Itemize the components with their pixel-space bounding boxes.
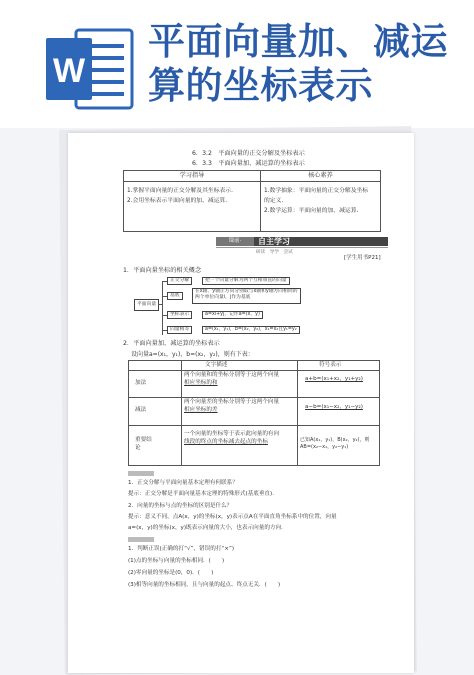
- guide-header-right: 核心素养: [261, 171, 380, 182]
- exercise-line: (1)点的坐标与向量的坐标相同．( ): [128, 558, 225, 564]
- ops-row-desc: [129, 372, 279, 387]
- ops-header-symbol: 符号表示: [319, 362, 342, 368]
- practice-tag: [128, 537, 154, 542]
- study-guide-table: [123, 170, 381, 232]
- operations-table: [128, 360, 380, 466]
- heading-concepts: 1．平面向量坐标的相关概念: [123, 267, 202, 274]
- self-study-subtitle: 研读 导学 尝试: [256, 250, 293, 255]
- thinking-tag: [128, 471, 154, 476]
- exercise-line: (3)相等向量的坐标相同，且与向量的起点、终点无关．( ): [128, 582, 281, 588]
- diagram-root: 平面向量: [134, 299, 159, 311]
- header-banner: [0, 0, 474, 128]
- guide-right-line: 的定义.: [264, 198, 284, 204]
- diagram-node-basis: 基底: [167, 292, 183, 300]
- diagram-text-coordinate: a=xi+yj，记作a=(x，y): [202, 311, 263, 319]
- diagram-text-basis-line: 在x轴、y轴正方向分别取与x轴和y轴方向相同的: [195, 289, 298, 294]
- self-study-tag: 课前·: [216, 237, 254, 246]
- ops-row-desc: [129, 431, 279, 446]
- document-page: [68, 133, 414, 673]
- diagram-text-equality: a=(x₁，y₁)，b=(x₂，y₂)，x₁=x₂且y₁=y₂: [202, 326, 300, 334]
- exercise-line: (2)零向量的坐标是(0，0)．( ): [128, 570, 214, 576]
- answer-line: 提示：正交分解是平面向量基本定理的特殊形式(基底垂直).: [128, 491, 274, 497]
- ops-row-name: 减法: [135, 407, 147, 413]
- diagram-node-orthogonal: 正交分解: [167, 277, 192, 285]
- ops-row-symbol: 已知A(x₁，y₁)，B(x₂，y₂)，则AB=(x₂−x₁，y₂−y₁): [300, 437, 370, 450]
- word-logo-letter: W: [52, 52, 86, 90]
- answer-line: 提示：意义不同，点A(x，y)的坐标(x，y)表示点A在平面直角坐标系中的位置，向量: [128, 514, 337, 520]
- section-heading-1: 6．3.2 平面向量的正交分解及坐标表示: [192, 150, 305, 157]
- guide-right-line: 2.数学运算：平面向量的加、减运算.: [264, 208, 359, 214]
- title-line-2: 算的坐标表示: [148, 64, 373, 107]
- ops-row-desc-line: 两个向量和的坐标分别等于这两个向量: [184, 372, 280, 378]
- self-study-title: 自主学习: [258, 237, 290, 246]
- diagram-text-basis-line: 两个单位向量i，j作为基底: [195, 295, 251, 300]
- ops-row-symbol: a+b=(x₁+x₂，y₁+y₂): [305, 376, 363, 382]
- ops-header-description: 文字描述: [205, 362, 228, 368]
- word-document-icon: [46, 28, 134, 110]
- guide-right-line: 1.数学抽象：平面向量的正交分解及坐标: [264, 188, 369, 194]
- title-line-1: 平面向量加、减运: [148, 20, 448, 63]
- question-line: 1．正交分解与平面向量基本定理有何联系？: [128, 480, 238, 486]
- question-line: 2．向量的坐标与点的坐标的区别是什么？: [128, 503, 233, 509]
- diagram-node-coordinate: 坐标表示: [167, 311, 192, 319]
- heading-operations: 2．平面向量加、减运算的坐标表示: [123, 340, 220, 347]
- ops-row-desc-line: 一个向量的坐标等于表示此向量的有向: [184, 431, 280, 437]
- section-heading-2: 6．3.3 平面向量加、减运算的坐标表示: [192, 160, 305, 167]
- ops-row-name: 重要结论: [135, 437, 152, 451]
- ops-row-desc: [129, 399, 279, 414]
- guide-header-left: 学习指导: [124, 171, 261, 182]
- ops-row-desc-line: 线段的终点的坐标减去起点的坐标: [184, 438, 268, 445]
- guide-left-line: 1.掌握平面向量的正交分解及其坐标表示.: [127, 188, 233, 194]
- guide-left-line: 2.会用坐标表示平面向量的加、减运算.: [127, 198, 228, 204]
- ops-row-symbol: a−b=(x₁−x₂，y₁−y₂): [305, 404, 363, 410]
- ops-row-desc-line: 相应坐标的差: [184, 406, 218, 413]
- ops-row-desc-line: 两个向量差的坐标分别等于这两个向量: [184, 399, 280, 405]
- diagram-node-equality: 向量相等: [167, 326, 192, 334]
- answer-line: a=(x，y)的坐标(x，y)既表示向量的大小，也表示向量的方向.: [128, 525, 283, 531]
- diagram-text-basis: [192, 288, 301, 304]
- diagram-text-orthogonal: 把一个向量分解为两个互相垂直的向量: [202, 277, 290, 285]
- operations-intro: 设向量a=(x₁，y₁)，b=(x₂，y₂)，则有下表：: [131, 351, 254, 358]
- ops-row-name: 加法: [135, 380, 147, 386]
- exercise-line: 1．判断正误(正确的打“√”，错误的打“×”): [128, 546, 235, 552]
- document-title: [148, 20, 468, 108]
- book-reference: [学生用书P21]: [344, 255, 381, 261]
- ops-row-desc-line: 相应坐标的和: [184, 379, 218, 386]
